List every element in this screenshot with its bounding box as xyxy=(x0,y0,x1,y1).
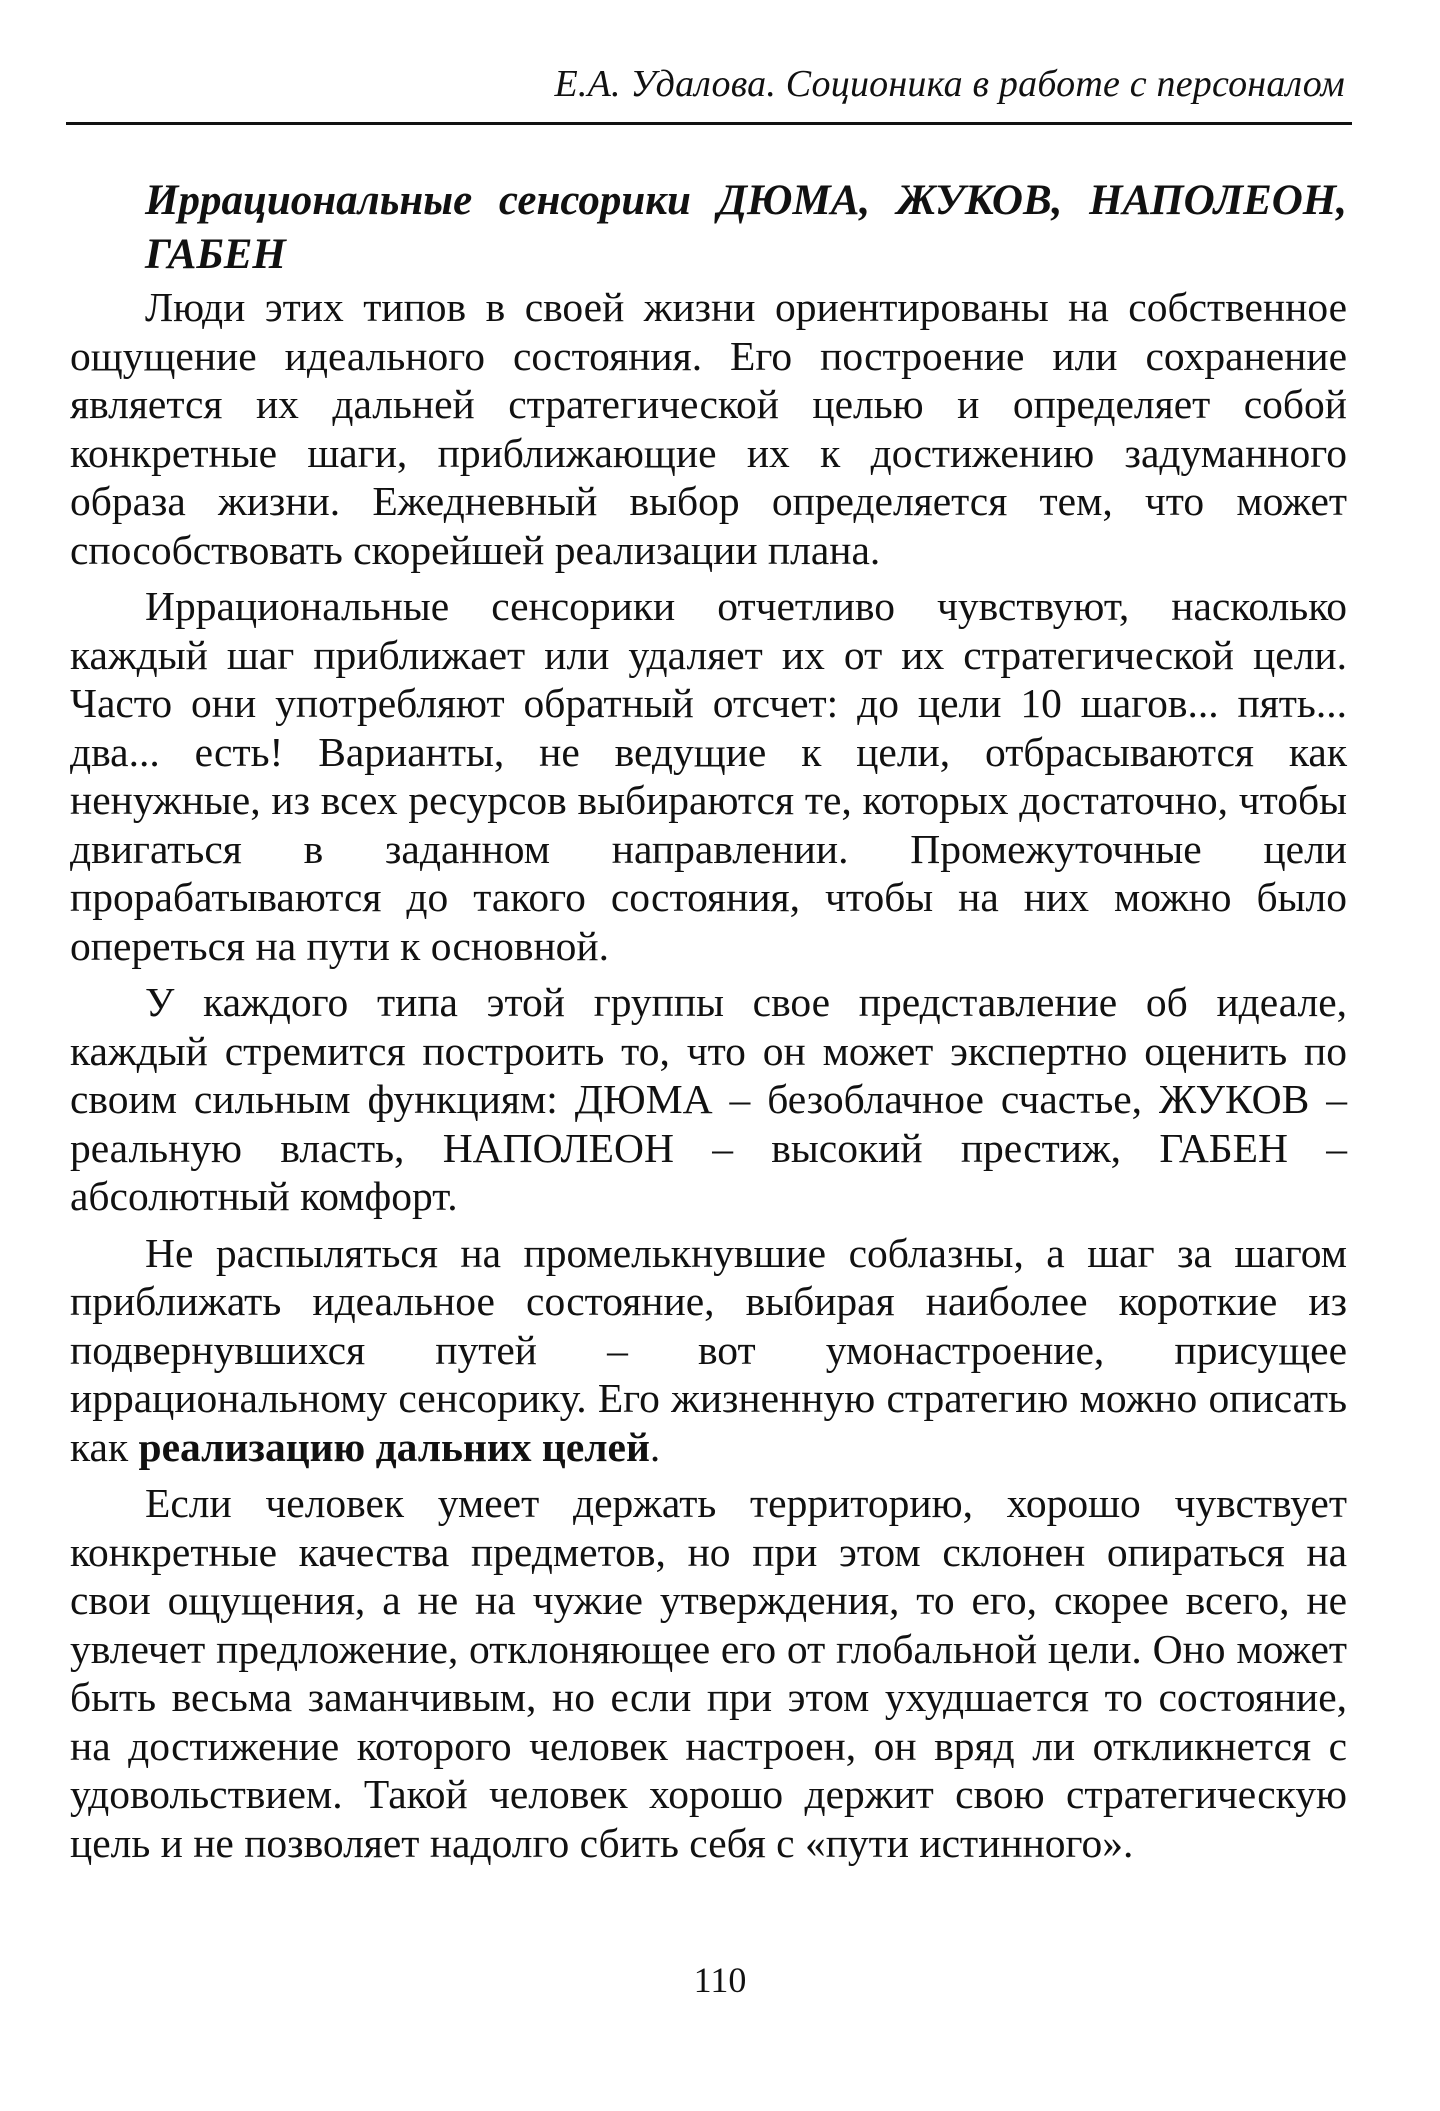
paragraph-3: У каждого типа этой группы свое представление об идеале, каждый стремится построить то, что он может экспертно оценить по своим сильным функциям: ДЮМА – безоблачное счастье, ЖУКОВ – реальную власть, НАПОЛЕОН – высокий престиж, ГАБЕН – абсолютный комфорт. xyxy=(70,979,1347,1219)
page-content xyxy=(70,174,1347,1875)
paragraph-1: Люди этих типов в своей жизни ориентированы на собственное ощущение идеального состояния. Его построение или сохранение является их дальней стратегической целью и определяет собой конкретные шаги, приближающие их к достижению задуманного образа жизни. Ежедневный выбор определяется тем, что может способствовать скорейшей реализации плана. xyxy=(70,284,1347,573)
paragraph-5: Если человек умеет держать территорию, хорошо чувствует конкретные качества предметов, но при этом склонен опираться на свои ощущения, а не на чужие утверждения, то его, скорее всего, не увлечет предложение, отклоняющее его от глобальной цели. Оно может быть весьма заманчивым, но если при этом ухудшается то состояние, на достижение которого человек настроен, он вряд ли откликнется с удовольствием. Такой человек хорошо держит свою стратегическую цель и не позволяет надолго сбить себя с «пути истинного». xyxy=(70,1480,1347,1866)
section-heading: Иррациональные сенсорики ДЮМА, ЖУКОВ, НАПОЛЕОН, ГАБЕН xyxy=(145,177,1347,278)
paragraph-4-end: . xyxy=(649,1423,661,1470)
paragraph-2: Иррациональные сенсорики отчетливо чувствуют, насколько каждый шаг приближает или удаляет их от их стратегической цели. Часто они употребляют обратный отсчет: до цели 10 шагов... пять... два... есть! Варианты, не ведущие к цели, отбрасываются как ненужные, из всех ресурсов выбираются те, которых достаточно, чтобы двигаться в заданном направлении. Промежуточные цели прорабатываются до такого состояния, чтобы на них можно было опереться на пути к основной. xyxy=(70,583,1347,969)
header-rule xyxy=(66,122,1352,125)
paragraph-4 xyxy=(70,1229,1347,1472)
running-header: Е.А. Удалова. Соционика в работе с персоналом xyxy=(554,63,1345,105)
paragraph-4-bold-term: реализацию дальних целей xyxy=(138,1423,650,1470)
page-number: 110 xyxy=(693,1960,747,2000)
paragraph-4-text: Не распыляться на промелькнувшие соблазны, а шаг за шагом приближать идеальное состояние, выбирая наиболее короткие из подвернувшихся путей – вот умонастроение, присущее иррациональному сенсорику. Его жизненную стратегию можно описать как xyxy=(70,1229,1347,1470)
